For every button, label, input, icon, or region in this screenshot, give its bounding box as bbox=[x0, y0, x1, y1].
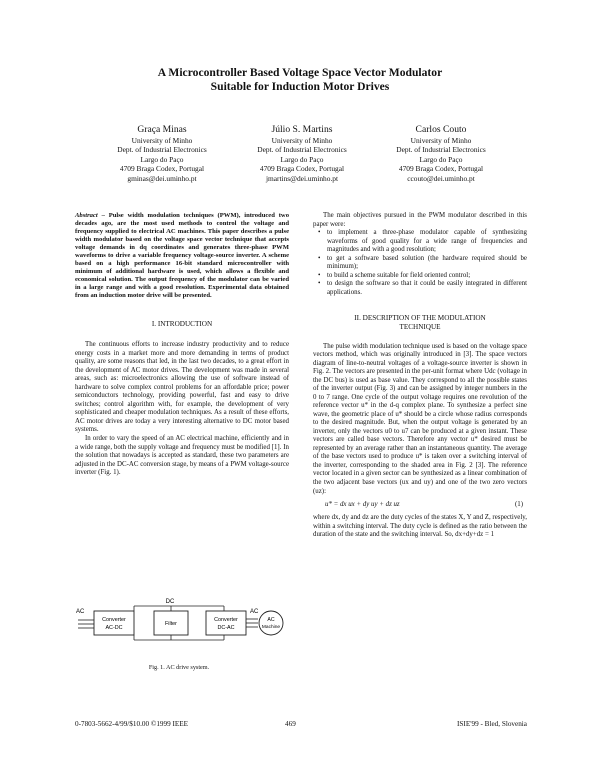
equation-1 bbox=[313, 499, 527, 511]
figure-ac-drive-diagram bbox=[72, 598, 286, 660]
motor-label-line2: Machine bbox=[261, 625, 281, 630]
abstract-lead: Abstract bbox=[75, 212, 98, 219]
intro-paragraph-2: In order to vary the speed of an AC electrical machine, efficiently and in a wide range, both the supply voltage and frequency must be modified [1]. In the solution that nowadays is accepted as standard, these two parameters are adjusted in the DC-AC conversion stage, by means of a PWM voltage-source inverter (Fig. 1). bbox=[75, 434, 289, 477]
paper-title-line2: Suitable for Induction Motor Drives bbox=[210, 80, 390, 93]
author-department: Dept. of Industrial Electronics bbox=[117, 145, 207, 155]
author-email: gminas@dei.uminho.pt bbox=[127, 173, 197, 183]
author-city: 4709 Braga Codex, Portugal bbox=[259, 164, 345, 174]
block2-label: Filter bbox=[165, 621, 177, 627]
section-heading-introduction: I. INTRODUCTION bbox=[151, 319, 213, 328]
abstract-text: – Pulse width modulation techniques (PWM), introduced two decades ago, are the most used methods to control the voltage and frequency supplied to electrical AC machines. This paper describes a pulse width modulator based on the voltage space vector technique that accepts voltage demands in dq coordinates and generates three-phase PWM waveforms to drive a variable frequency voltage-source inverter. A scheme based on a high performance 16-bit standard microcontroller with minimum of additional hardware is used, which allows a flexible and economical solution. The output frequency of the modulator can be varied in a large range and with a good resolution. Experimental data obtained from an induction motor drive will be presented. bbox=[75, 212, 289, 300]
objective-item: • to design the software so that it could be easily integrated in different applications. bbox=[327, 280, 527, 297]
author-name: Graça Minas bbox=[137, 124, 187, 135]
figure-caption: Fig. 1. AC drive system. bbox=[148, 664, 210, 671]
objective-item: • to get a software based solution (the hardware required should be minimum); bbox=[327, 255, 527, 272]
footer-page-number: 469 bbox=[285, 720, 296, 728]
author-city: 4709 Braga Codex, Portugal bbox=[398, 164, 484, 174]
left-column bbox=[75, 212, 289, 478]
author-email: ccouto@dei.uminho.pt bbox=[407, 173, 475, 183]
label-ac-input: AC bbox=[76, 609, 85, 615]
author-affiliation: University of Minho bbox=[131, 136, 193, 145]
author-address: Largo do Paço bbox=[280, 154, 324, 164]
block1-label-line1: Converter bbox=[102, 617, 126, 623]
label-ac-output: AC bbox=[250, 609, 259, 615]
modulation-paragraph-1: The pulse width modulation technique used is based on the voltage space vectors method, which was originally introduced in [3]. The space vectors diagram of line-to-neutral voltages of a voltage-source inverter is shown in Fig. 2. The vectors are presented in the per-unit format where Udc (voltage in the DC bus) is used as base value. They correspond to all the possible states of the inverter output (Fig. 3) and can be assigned by integer numbers in the 0 to 7 range. One cycle of the output voltage requires one revolution of the reference vector u* in the d-q complex plane. To synthesize a perfect sine wave, the geometric place of u* should be a circle whose radius corresponds to the desired magnitude. But, when the output voltage is generated by an inverter, only the vectors u0 to u7 can be produced at a given instant. These vectors are called base vectors. Therefore any vector u* desired must be represented by an average rather than an instantaneous quantity. The average of the base vectors used to produce u* is taken over a switching interval of the inverter, corresponding to the shaded area in Fig. 2 [3]. The reference vector located in a given sector can be synthesized as a linear combination of the two adjacent base vectors (ux and uy) and one of the two zero vectors (uz): bbox=[313, 342, 527, 495]
objectives-intro: The main objectives pursued in the PWM modulator described in this paper were: bbox=[313, 212, 527, 228]
intro-paragraph-1: The continuous efforts to increase industry productivity and to reduce energy costs in a market more and more demanding in terms of product quality, are some reasons that led, in the last two decades, to a great effort in the development of AC motor drives. The development was made in several areas, such as: microelectronics allowing the use of software instead of hardware to solve complex control problems for an affordable price; power semiconductors technology, providing powerful, fast and easy to drive switches; control algorithm with, for example, the development of very sophisticated and cheaper modulation techniques. As a result of these efforts, AC motor drives are today a very interesting alternative to DC motor based systems. bbox=[75, 341, 289, 434]
author-department: Dept. of Industrial Electronics bbox=[396, 145, 486, 155]
author-affiliation: University of Minho bbox=[271, 136, 333, 145]
motor-label-line1: AC bbox=[267, 617, 275, 623]
section-heading-line2: TECHNIQUE bbox=[399, 322, 441, 331]
author-name: Carlos Couto bbox=[415, 124, 467, 135]
objective-item: • to build a scheme suitable for field oriented control; bbox=[327, 272, 527, 281]
author-department: Dept. of Industrial Electronics bbox=[257, 145, 347, 155]
block1-label-line2: AC-DC bbox=[105, 625, 123, 631]
block-converter-ac-dc bbox=[94, 611, 134, 635]
author-city: 4709 Braga Codex, Portugal bbox=[119, 164, 205, 174]
author-address: Largo do Paço bbox=[419, 154, 463, 164]
footer-conference: ISIE'99 - Bled, Slovenia bbox=[457, 720, 527, 728]
footer-copyright: 0-7803-5662-4/99/$10.00 ©1999 IEEE bbox=[75, 720, 189, 728]
objective-item: • to implement a three-phase modulator capable of synthesizing waveforms of good quality for a wide range of frequencies and magnitudes and with a good resolution; bbox=[327, 229, 527, 255]
author-address: Largo do Paço bbox=[140, 154, 184, 164]
ac-machine-symbol bbox=[259, 611, 283, 635]
block3-label-line2: DC-AC bbox=[217, 625, 235, 631]
author-block-3 bbox=[356, 124, 526, 183]
paper-title-line1: A Microcontroller Based Voltage Space Vector Modulator bbox=[157, 66, 443, 79]
block3-label-line1: Converter bbox=[214, 617, 238, 623]
label-dc: DC bbox=[165, 599, 175, 605]
author-affiliation: University of Minho bbox=[410, 136, 472, 145]
equation-number: (1) bbox=[514, 501, 523, 509]
modulation-paragraph-2: where dx, dy and dz are the duty cycles of the states X, Y and Z, respectively, within a switching interval. The duty cycle is defined as the ratio between the duration of the state and the switching interval. So, dx+dy+dz = 1 bbox=[313, 514, 527, 539]
objectives-list bbox=[313, 229, 527, 297]
author-email: jmartins@dei.uminho.pt bbox=[265, 173, 339, 183]
equation-text: u* = dx ux + dy uy + dz uz bbox=[325, 501, 400, 509]
section-heading-modulation bbox=[313, 314, 527, 332]
right-column bbox=[313, 212, 527, 540]
author-name: Júlio S. Martins bbox=[271, 124, 333, 135]
section-heading-line1: II. DESCRIPTION OF THE MODULATION bbox=[354, 314, 486, 323]
block-converter-dc-ac bbox=[206, 611, 246, 635]
abstract bbox=[75, 212, 289, 301]
